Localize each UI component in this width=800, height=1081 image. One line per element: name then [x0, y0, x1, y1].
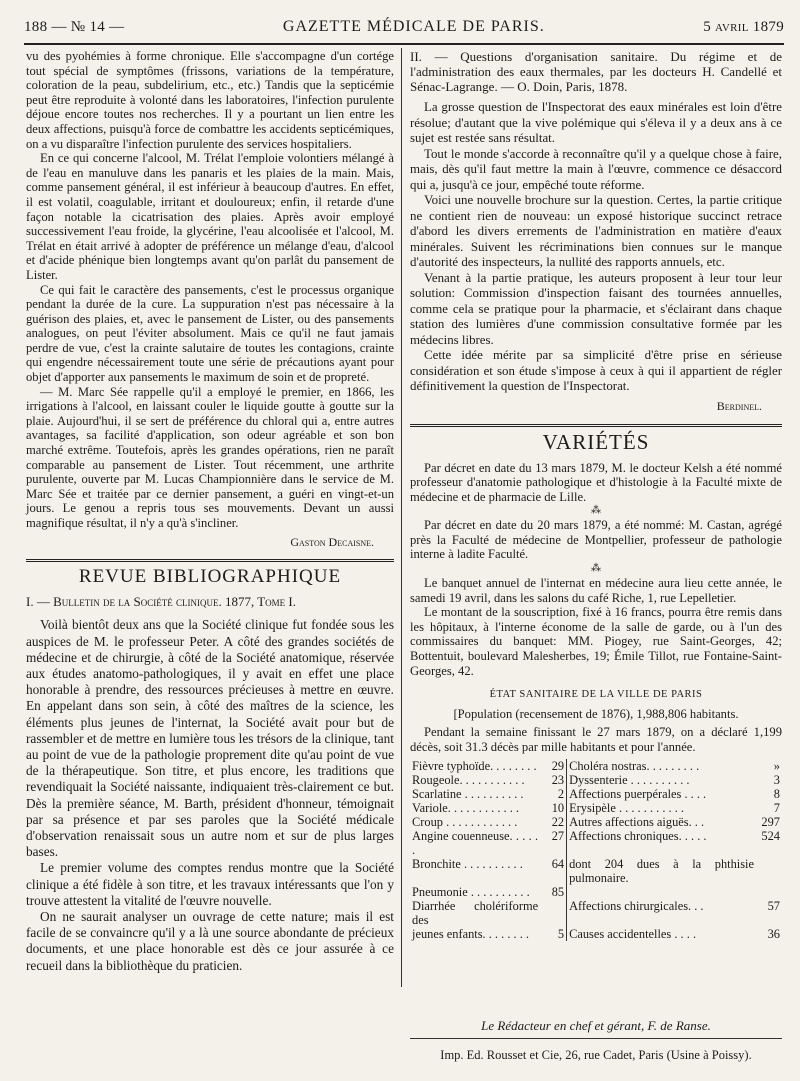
- section-divider: [26, 559, 394, 562]
- table-row: [410, 927, 782, 941]
- cause-label: Autres affections aiguës. . .: [569, 814, 705, 829]
- population-line: [Population (recensement de 1876), 1,988,806 habitants.: [453, 706, 739, 721]
- paragraph: Par décret en date du 13 mars 1879, M. le docteur Kelsh a été nommé professeur d'anatomie pathologique et d'histologie à la Faculté mixte de médecine et de pharmacie de Lille.: [410, 460, 782, 504]
- editor-signature: Le Rédacteur en chef et gérant, F. de Ranse.: [481, 1018, 711, 1033]
- cause-label: Variole. . . . . . . . . . . .: [412, 800, 520, 815]
- paragraph: La grosse question de l'Inspectorat des eaux minérales est loin d'être résolue; d'autant que la vive polémique qui s'éleva il y a deux ans à ce sujet est restée sans résultat.: [410, 100, 782, 145]
- cause-label: Diarrhée cholériforme des: [412, 898, 539, 927]
- table-row: [410, 885, 782, 899]
- author-signature: Gaston Decaisne.: [290, 534, 374, 549]
- varietes-body: [410, 461, 782, 941]
- count: 23: [540, 773, 567, 787]
- count: 5: [540, 927, 567, 941]
- count: 8: [773, 786, 780, 801]
- cause-label: Bronchite . . . . . . . . . .: [412, 856, 523, 871]
- section-title: VARIÉTÉS: [542, 430, 650, 454]
- table-row: [410, 899, 782, 927]
- cause-label: dont 204 dues à la phthisie pulmonaire.: [569, 856, 754, 885]
- paragraph: — M. Marc Sée rappelle qu'il a employé le premier, en 1866, les irrigations à l'alcool, en laissant couler le liquide goutte à goutte sur la plaie. Aujourd'hui, il se sert de préférence du chloral qui a, entre autres avantages, sa facilité d'application, son odeur agréable et son bon marché extrême. Toutefois, après les grandes opérations, rien ne paraît comparable au pansement de Lister. Tout récemment, une arthrite purulente, ouverte par M. Lucas Championnière dans le service de M. Marc Sée et traitée par ce dernier pansement, a guéri en vingt-et-un jours. Le genou a repris tous ses mouvements. Devant un aussi magnifique résultat, il n'y a qu'à s'incliner.: [26, 384, 394, 530]
- table-row: [410, 815, 782, 829]
- cause-label: Fièvre typhoïde. . . . . . . .: [412, 758, 537, 773]
- cause-label: Scarlatine . . . . . . . . . .: [412, 786, 524, 801]
- table-row: [410, 801, 782, 815]
- count: [756, 885, 782, 899]
- article-subhead: II. — Questions d'organisation sanitaire. Du régime et de l'administration des eaux thermales, par les docteurs H. Candellé et Sénac-Lagrange. — O. Doin, Paris, 1878.: [410, 49, 782, 94]
- table-row: [410, 857, 782, 885]
- printer-line: Imp. Ed. Rousset et Cie, 26, rue Cadet, Paris (Usine à Poissy).: [440, 1048, 752, 1062]
- table-row: [410, 829, 782, 857]
- cause-label: Affections chroniques. . . . .: [569, 828, 707, 843]
- article-subhead: I. — Bulletin de la Société clinique. 1877, Tome I.: [26, 593, 296, 609]
- count: 3: [773, 772, 780, 787]
- table-row: [410, 773, 782, 787]
- issue-date: 5 avril 1879: [703, 19, 784, 35]
- section-title: REVUE BIBLIOGRAPHIQUE: [78, 566, 342, 588]
- count: 64: [540, 857, 567, 885]
- count: 22: [540, 815, 567, 829]
- cause-label: Angine couenneuse. . . . . .: [412, 828, 539, 857]
- cause-label: Affections puerpérales . . . .: [569, 786, 707, 801]
- count: 57: [767, 898, 780, 913]
- cause-label: Dyssenterie . . . . . . . . . .: [569, 772, 690, 787]
- table-row: [410, 759, 782, 773]
- subsection-title: ÉTAT SANITAIRE DE LA VILLE DE PARIS: [489, 689, 703, 701]
- paragraph: Le premier volume des comptes rendus montre que la Société clinique a été fidèle à son titre, et les travaux intéressants que l'on y trouve attestent la vitalité de l'œuvre nouvelle.: [26, 860, 394, 908]
- cause-label: Rougeole. . . . . . . . . . .: [412, 772, 525, 787]
- count: 85: [540, 885, 567, 899]
- journal-title: GAZETTE MÉDICALE DE PARIS.: [282, 18, 545, 35]
- cause-label: [567, 885, 756, 899]
- table-row: [410, 787, 782, 801]
- paragraph: Venant à la partie pratique, les auteurs proposent à leur tour leur solution: Commission d'inspection faisant des tournées annuelles, comme cela se pratique pour la pharmacie, et s'éclairant dans chaque station des lumières d'une commission consultative formée par les médecins libres.: [410, 270, 782, 347]
- asterism: ⁂: [591, 505, 601, 517]
- mortality-table: [410, 759, 782, 941]
- page-number: 188 — № 14 —: [24, 19, 125, 35]
- left-column: [26, 49, 394, 974]
- cause-label: Affections chirurgicales. . .: [569, 898, 704, 913]
- cause-label: jeunes enfants. . . . . . . .: [412, 926, 529, 941]
- count: [756, 857, 782, 885]
- cause-label: Croup . . . . . . . . . . . .: [412, 814, 518, 829]
- paragraph: Ce qui fait le caractère des pansements, c'est le processus organique pendant la durée de la cure. La suppuration n'est pas nécessaire à la guérison des plaies, et, avec le pansement de Lister, ou des pansements analogues, on peut l'éviter absolument. Mais ce qu'il ne faut jamais perdre de vue, c'est la crainte salutaire de toutes les contagions, crainte qui engendre nécessairement toute une série de précautions ayant pour objet d'apporter aux pansements le maximum de soin et de propreté.: [26, 282, 394, 385]
- cause-label: Erysipèle . . . . . . . . . . .: [569, 800, 685, 815]
- count: 10: [540, 801, 567, 815]
- cause-label: Pneumonie . . . . . . . . . .: [412, 884, 530, 899]
- paragraph: Cette idée mérite par sa simplicité d'être prise en sérieuse considération et son étude s'impose à ceux à qui il appartient de régler définitivement la question de l'Inspectorat.: [410, 348, 782, 393]
- paragraph: Le montant de la souscription, fixé à 16 francs, pourra être remis dans les hôpitaux, à l'interne économe de la salle de garde, ou à l'un des commissaires du banquet: MM. Piogey, rue Saint-Georges, 42; Bottentuit, boulevard Malesherbes, 19; Émile Tillot, rue Fontaine-Saint-Georges, 42.: [410, 605, 782, 678]
- paragraph: On ne saurait analyser un ouvrage de cette nature; mais il est facile de se convaincre qu'il y a là une source abondante de précieux documents, et une place honorable est dès ce jour assurée à ce recueil dans la bibliothèque du praticien.: [26, 909, 394, 973]
- page-header: [24, 18, 784, 38]
- author-signature: Berdinel.: [716, 398, 762, 413]
- header-rule: [24, 43, 784, 45]
- count: 27: [540, 829, 567, 857]
- footer-rule: [410, 1038, 782, 1039]
- review-body: [26, 617, 394, 973]
- paragraph: En ce qui concerne l'alcool, M. Trélat l'emploie volontiers mélangé à de l'eau en manuluve dans les panaris et les plaies de la main. Mais, comme pansement général, il est inférieur à beaucoup d'autres. En effet, il est volatil, coagulable, irritant et douloureux; enfin, il retarde d'une façon notable la cicatrisation des plaies. Après avoir employé successivement l'eau froide, la glycérine, l'eau alcoolisée et l'alcool, M. Trélat en était arrivé à adopter de préférence un mélange d'eau, d'alcool et d'acide phénique bien longtemps avant qu'on parlât du pansement de Lister.: [26, 151, 394, 282]
- cause-label: Choléra nostras. . . . . . . . .: [569, 758, 700, 773]
- count: »: [773, 758, 780, 773]
- paragraph: vu des pyohémies à forme chronique. Elle s'accompagne d'un cortége tout spécial de symptômes (frissons, variations de la température, coloration de la peau, subdelirium, etc., etc.) Tandis que la septicémie peut être reproduite à volonté dans les laboratoires, l'infection purulente déjoue encore toutes nos recherches. Il y a pourtant un lien entre les deux affections, puisqu'à force de combattre les accidents septicémiques, on a vu disparaître l'infection purulente des services hospitaliers.: [26, 49, 394, 151]
- paragraph: Voici une nouvelle brochure sur la question. Certes, la partie critique ne contient rien de nouveau: un exposé historique succinct retrace d'abord les divers errements de l'administration en matière d'eaux minérales. Suivent les récriminations bien connues sur le manque d'autorité des inspecteurs, la nullité des rapports annuels, etc.: [410, 193, 782, 269]
- count: 524: [761, 828, 780, 843]
- column-divider: [401, 48, 402, 987]
- count: [540, 899, 567, 927]
- asterism: ⁂: [591, 563, 601, 575]
- paragraph: Pendant la semaine finissant le 27 mars 1879, on a déclaré 1,199 décès, soit 31.3 décès par mille habitants et pour l'année.: [410, 725, 782, 754]
- paragraph: Tout le monde s'accorde à reconnaître qu'il y a quelque chose à faire, mais, dès qu'il faut mettre la main à l'œuvre, commence ce désaccord qui a, jusqu'à ce jour, empêché toute réforme.: [410, 146, 782, 192]
- count: 297: [761, 814, 780, 829]
- cause-label: Causes accidentelles . . . .: [569, 926, 697, 941]
- right-column: [410, 49, 782, 941]
- count: 2: [540, 787, 567, 801]
- paragraph: Par décret en date du 20 mars 1879, a été nommé: M. Castan, agrégé près la Faculté de médecine de Montpellier, professeur de pathologie interne à ladite Faculté.: [410, 518, 782, 562]
- paragraph: Le banquet annuel de l'internat en médecine aura lieu cette année, le samedi 19 avril, dans les salons du café Riche, 1, rue Lepelletier.: [410, 576, 782, 605]
- count: 7: [773, 800, 780, 815]
- count: 36: [767, 926, 780, 941]
- section-divider: [410, 424, 782, 427]
- paragraph: Voilà bientôt deux ans que la Société clinique fut fondée sous les auspices de M. le professeur Peter. A côté des grandes sociétés de médecine et de chirurgie, à côté de la Société anatomique, réservée aux études anatomo-pathologiques, il y avait en effet une place honorable à prendre, des ressources précieuses à mettre en œuvre. En appelant dans son sein, à côté des maîtres de la science, les éléments plus jeunes de l'internat, la Société avait pour but de rassembler et de mettre en lumière tous les trésors de la clinique, tant au point de vue de la pathologie proprement dite qu'au point de vue de la thérapeutique. Son titre, et plus encore, les traditions que revendiquait la Société naissante, indiquaient très-clairement ce but. Dès la première séance, M. Barth, président d'honneur, témoignait par sa présence et par ses paroles que la Société médicale d'observation renaissait sous un autre nom et sur de plus larges bases.: [26, 617, 394, 860]
- count: 29: [540, 759, 567, 773]
